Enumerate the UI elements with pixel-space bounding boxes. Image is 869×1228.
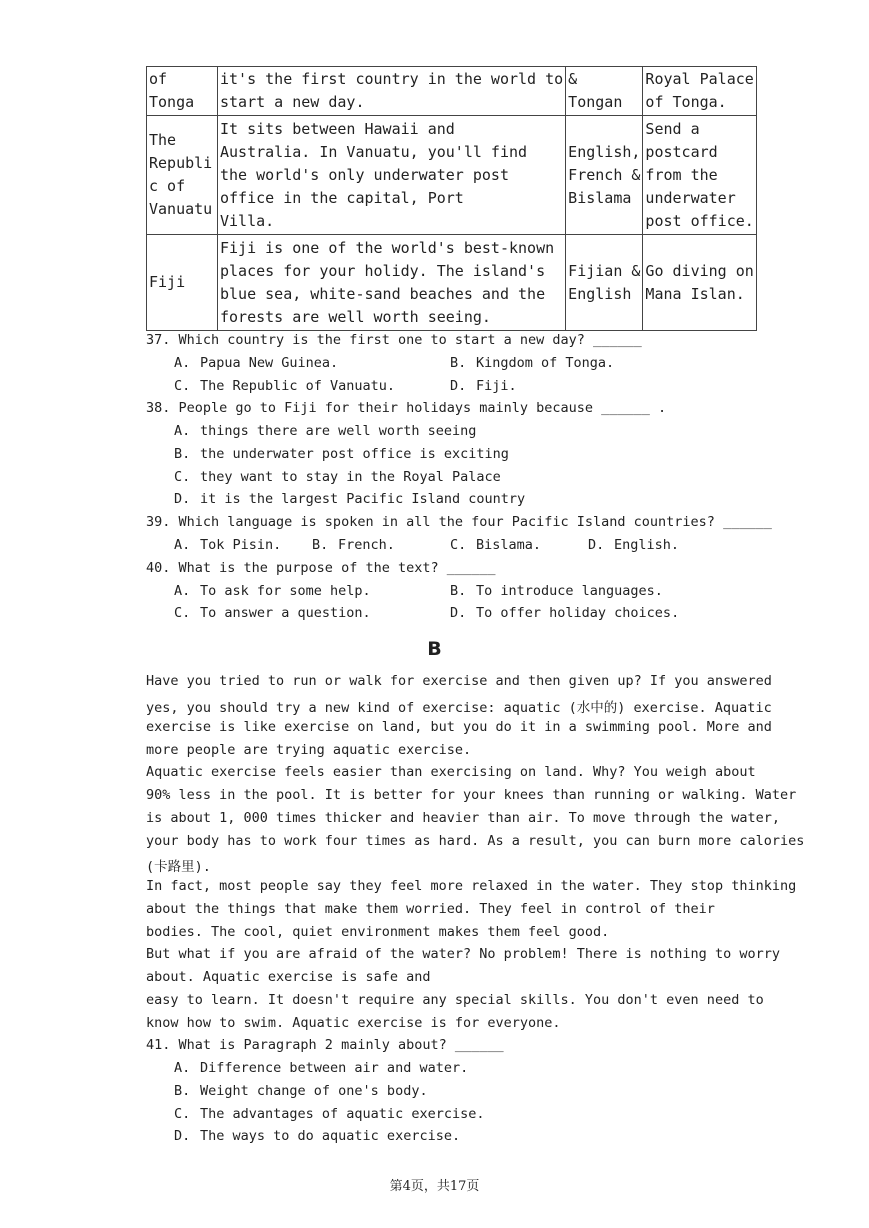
cell-line: French & [568, 165, 641, 184]
language-cell [566, 116, 643, 235]
cell-line: Send a [645, 119, 700, 138]
country-cell [147, 235, 218, 331]
option-c [174, 469, 501, 485]
option-text: To offer holiday choices. [476, 605, 680, 621]
option-a [174, 355, 338, 371]
cell-line: Fiji is one of the world's best-known [220, 238, 555, 257]
passage-line: Have you tried to run or walk for exercise and then given up? If you answered [146, 673, 772, 689]
passage-line: 90% less in the pool. It is better for your knees than running or walking. Water [146, 787, 797, 803]
option-text: To answer a question. [200, 605, 371, 621]
option-b [312, 537, 395, 553]
language-cell [566, 235, 643, 331]
passage-line: In fact, most people say they feel more relaxed in the water. They stop thinking [146, 878, 797, 894]
table-row [147, 235, 757, 331]
option-text: Difference between air and water. [200, 1060, 469, 1076]
cell-line: Bislama [568, 188, 632, 207]
cell-line: Go diving on [645, 261, 754, 280]
activity-cell [643, 235, 756, 331]
passage-line: about the things that make them worried. They feel in control of their [146, 901, 715, 917]
cell-line: c of [149, 177, 186, 195]
option-c [174, 1106, 484, 1122]
cell-line: Villa. [220, 211, 275, 230]
cell-line: Royal Palace [645, 70, 754, 88]
question-stem: 41. What is Paragraph 2 mainly about? ______ [146, 1037, 504, 1053]
option-letter: A. [174, 423, 191, 439]
cell-line: English, [568, 142, 641, 161]
cell-line: places for your holidy. The island's [220, 261, 546, 280]
question-stem: 39. Which language is spoken in all the four Pacific Island countries? ______ [146, 514, 772, 530]
country-cell [147, 67, 218, 116]
option-letter: D. [450, 378, 467, 394]
option-text: the underwater post office is exciting [200, 446, 509, 462]
passage-line: yes, you should try a new kind of exercise: aquatic (水中的) exercise. Aquatic [146, 700, 772, 716]
option-letter: A. [174, 1060, 191, 1076]
option-text: it is the largest Pacific Island country [200, 491, 526, 507]
option-text: Tok Pisin. [200, 537, 282, 553]
cell-line: Tonga [149, 93, 195, 111]
option-letter: B. [450, 583, 467, 599]
option-letter: C. [174, 469, 191, 485]
option-letter: C. [174, 605, 191, 621]
option-text: they want to stay in the Royal Palace [200, 469, 501, 485]
option-d [450, 605, 679, 621]
passage-line: more people are trying aquatic exercise. [146, 742, 472, 758]
option-text: To ask for some help. [200, 583, 371, 599]
cell-line: post office. [645, 211, 754, 230]
cell-line: from the [645, 165, 718, 184]
table-row [147, 116, 757, 235]
option-c [174, 605, 371, 621]
passage-line: bodies. The cool, quiet environment makes them feel good. [146, 924, 610, 940]
passage-line: easy to learn. It doesn't require any special skills. You don't even need to [146, 992, 764, 1008]
passage-line: about. Aquatic exercise is safe and [146, 969, 431, 985]
passage-line: know how to swim. Aquatic exercise is for everyone. [146, 1015, 561, 1031]
cell-line: The [149, 131, 177, 149]
cell-line: of [149, 70, 168, 88]
option-b [174, 1083, 428, 1099]
question-stem: 40. What is the purpose of the text? ______ [146, 560, 496, 576]
option-text: The advantages of aquatic exercise. [200, 1106, 485, 1122]
option-text: Weight change of one's body. [200, 1083, 428, 1099]
option-letter: B. [174, 1083, 191, 1099]
activity-cell [643, 67, 756, 116]
option-letter: B. [174, 446, 191, 462]
page-footer: 第4页，共17页 [389, 1179, 480, 1194]
option-letter: C. [174, 1106, 191, 1122]
question-stem: 37. Which country is the first one to start a new day? ______ [146, 332, 642, 348]
section-title: B [427, 638, 442, 660]
option-d [174, 1128, 460, 1144]
option-letter: B. [312, 537, 329, 553]
option-text: The Republic of Vanuatu. [200, 378, 396, 394]
question-stem: 38. People go to Fiji for their holidays mainly because ______ . [146, 400, 667, 416]
cell-line: Tongan [568, 93, 623, 111]
option-letter: A. [174, 355, 191, 371]
option-b [450, 583, 663, 599]
cell-line: Fijian & [568, 261, 641, 280]
option-letter: D. [174, 1128, 191, 1144]
option-letter: A. [174, 537, 191, 553]
language-cell [566, 67, 643, 116]
option-d [450, 378, 517, 394]
cell-line: of Tonga. [645, 93, 727, 111]
option-a [174, 423, 476, 439]
passage-line: (卡路里). [146, 859, 211, 875]
passage-line: But what if you are afraid of the water? No problem! There is nothing to worry [146, 946, 780, 962]
passage-line: your body has to work four times as hard. As a result, you can burn more calories [146, 833, 805, 849]
table-row [147, 67, 757, 116]
cell-line: postcard [645, 142, 718, 161]
option-c [450, 537, 541, 553]
cell-line: start a new day. [220, 93, 365, 111]
cell-line: forests are well worth seeing. [220, 307, 491, 326]
option-text: The ways to do aquatic exercise. [200, 1128, 461, 1144]
cell-line: the world's only underwater post [220, 165, 509, 184]
info-cell [218, 116, 566, 235]
passage-line: Aquatic exercise feels easier than exercising on land. Why? You weigh about [146, 764, 756, 780]
option-letter: C. [174, 378, 191, 394]
option-text: things there are well worth seeing [200, 423, 477, 439]
cell-line: Vanuatu [149, 200, 213, 218]
option-letter: D. [450, 605, 467, 621]
cell-line: it's the first country in the world to [220, 70, 564, 88]
cell-line: It sits between Hawaii and [220, 119, 455, 138]
option-text: Bislama. [476, 537, 542, 553]
option-letter: A. [174, 583, 191, 599]
activity-cell [643, 116, 756, 235]
option-c [174, 378, 395, 394]
info-cell [218, 67, 566, 116]
option-b [174, 446, 509, 462]
cell-line: Australia. In Vanuatu, you'll find [220, 142, 528, 161]
passage-line: exercise is like exercise on land, but you do it in a swimming pool. More and [146, 719, 772, 735]
option-d [588, 537, 679, 553]
cell-line: Mana Islan. [645, 284, 745, 303]
cell-line: blue sea, white-sand beaches and the [220, 284, 546, 303]
option-a [174, 537, 281, 553]
cell-line: English [568, 284, 632, 303]
option-letter: D. [174, 491, 191, 507]
option-text: Kingdom of Tonga. [476, 355, 615, 371]
option-text: To introduce languages. [476, 583, 663, 599]
option-letter: B. [450, 355, 467, 371]
info-cell [218, 235, 566, 331]
cell-line: & [568, 70, 578, 88]
cell-line: Republi [149, 154, 213, 172]
option-text: English. [614, 537, 680, 553]
country-info-table [146, 66, 757, 331]
cell-line: underwater [645, 188, 736, 207]
cell-line: office in the capital, Port [220, 188, 464, 207]
option-text: Papua New Guinea. [200, 355, 339, 371]
country-cell [147, 116, 218, 235]
option-text: Fiji. [476, 378, 517, 394]
option-a [174, 1060, 468, 1076]
option-a [174, 583, 371, 599]
cell-line: Fiji [149, 273, 186, 291]
option-b [450, 355, 614, 371]
option-letter: C. [450, 537, 467, 553]
option-text: French. [338, 537, 395, 553]
passage-line: is about 1, 000 times thicker and heavier than air. To move through the water, [146, 810, 780, 826]
option-letter: D. [588, 537, 605, 553]
option-d [174, 491, 525, 507]
